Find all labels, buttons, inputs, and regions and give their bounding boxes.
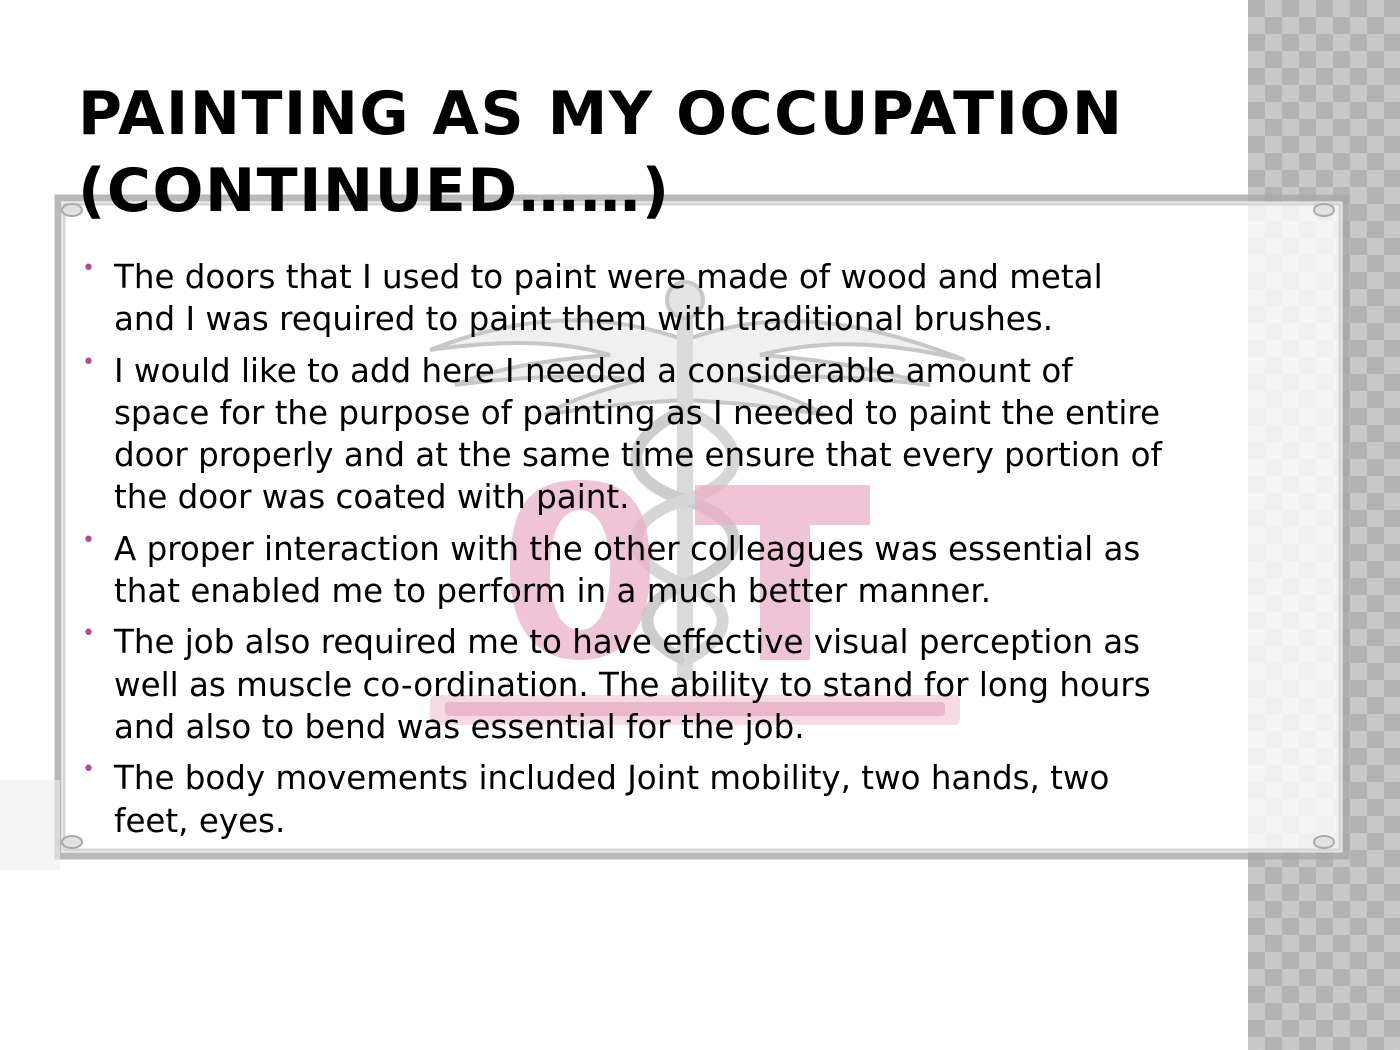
list-item — [82, 621, 1172, 748]
list-item — [82, 757, 1172, 842]
bullet-marker: • — [82, 757, 95, 783]
bullet-marker: • — [82, 527, 95, 553]
list-item — [82, 350, 1172, 519]
slide-title-line-1: PAINTING AS MY OCCUPATION — [78, 79, 1124, 149]
bullet-list — [82, 256, 1172, 851]
list-item — [82, 256, 1172, 341]
bullet-text: A proper interaction with the other colleagues was essential as that enabled me to perform in a much better manner. — [114, 529, 1141, 611]
bullet-text: I would like to add here I needed a considerable amount of space for the purpose of painting as I needed to paint the entire door properly and at the same time ensure that every portion of the door was coated with paint. — [114, 351, 1162, 517]
list-item — [82, 528, 1172, 613]
bullet-marker: • — [82, 256, 95, 281]
bullet-text: The job also required me to have effective visual perception as well as muscle co-ordination. The ability to stand for long hours and also to bend was essential for the job. — [114, 623, 1151, 746]
slide-title — [78, 76, 1228, 230]
slide-title-line-2: (CONTINUED……) — [78, 156, 671, 226]
bullet-marker: • — [82, 349, 95, 375]
bullet-text: The body movements included Joint mobility, two hands, two feet, eyes. — [114, 759, 1110, 840]
bullet-marker: • — [82, 621, 95, 647]
bullet-text: The doors that I used to paint were made of wood and metal and I was required to paint them with traditional brushes. — [114, 258, 1103, 339]
